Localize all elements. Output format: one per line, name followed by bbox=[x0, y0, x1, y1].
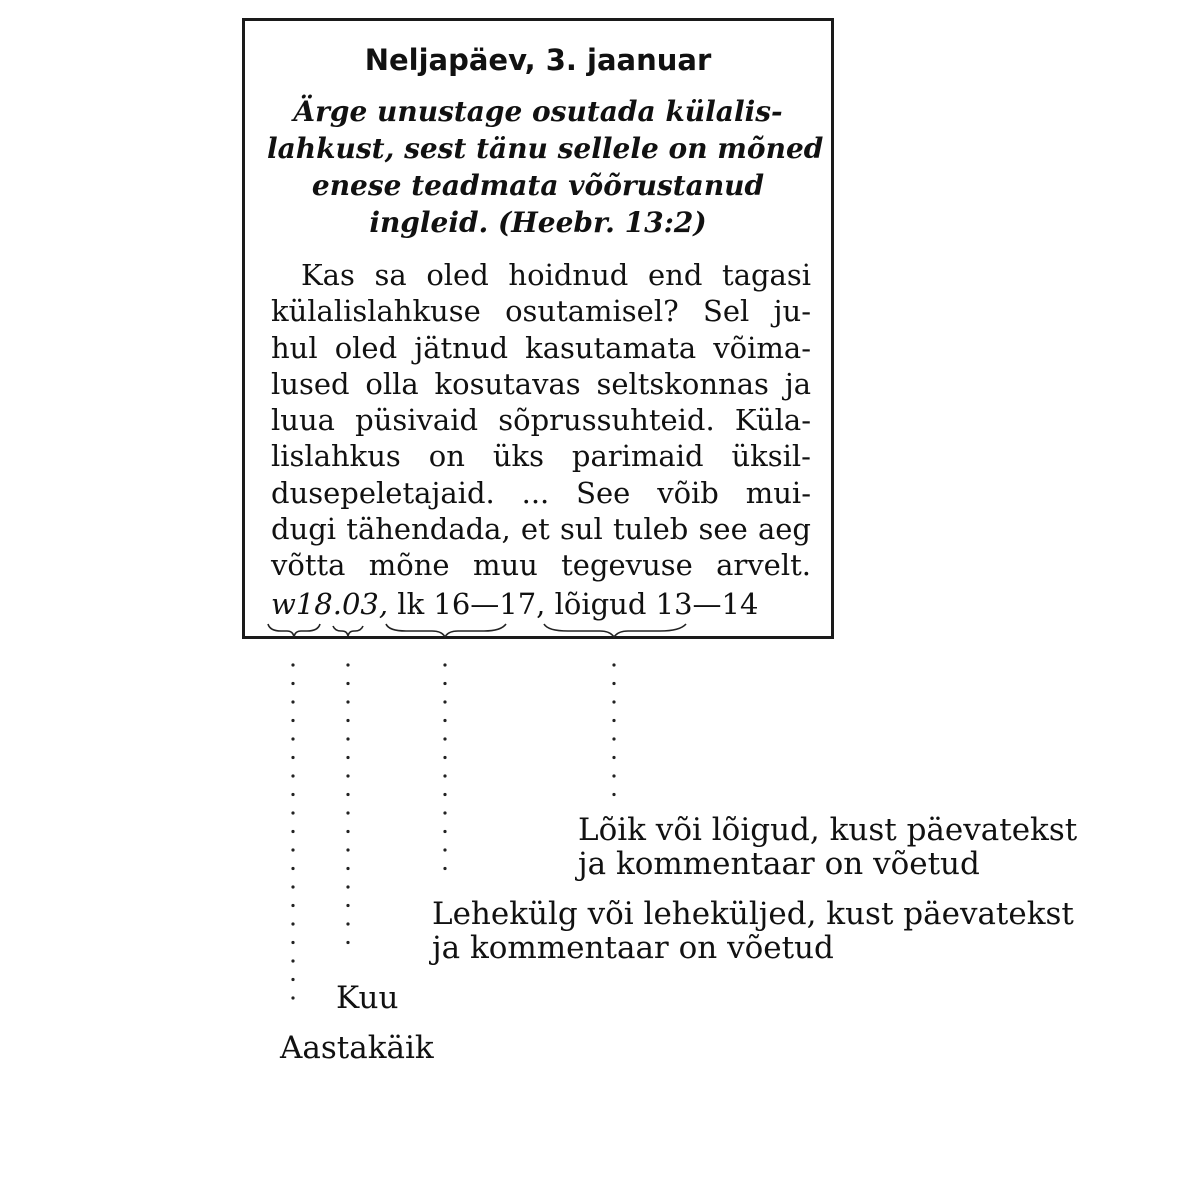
month-brace bbox=[333, 626, 363, 636]
citation-year: w18 bbox=[271, 587, 333, 621]
commentary-line: lused olla kosutavas seltskonnas ja bbox=[271, 366, 811, 401]
page-label bbox=[432, 897, 1074, 965]
scripture-line: enese teadmata võõrustanud bbox=[311, 169, 765, 202]
commentary-line: Kas sa oled hoidnud end tagasi bbox=[301, 258, 811, 292]
commentary-line: dugi tähendada, et sul tuleb see aeg bbox=[271, 512, 811, 547]
card-date-title: Neljapäev, 3. jaanuar bbox=[364, 43, 712, 77]
paragraph-label bbox=[578, 813, 1077, 881]
scripture-line: lahkust, sest tänu sellele on mõned bbox=[267, 132, 824, 165]
paragraphs-brace bbox=[544, 624, 686, 637]
commentary-line: lislahkus on üks parimaid üksil- bbox=[271, 439, 811, 474]
scripture-line: Ärge unustage osutada külalis- bbox=[293, 95, 783, 128]
commentary-line: dusepeletajaid. ... See võib mui- bbox=[271, 475, 811, 510]
scripture-line: ingleid. (Heebr. 13:2) bbox=[369, 206, 707, 239]
pages-brace bbox=[386, 624, 506, 637]
commentary-line: hul oled jätnud kasutamata võima- bbox=[271, 330, 811, 365]
commentary-line: võtta mõne muu tegevuse arvelt. bbox=[271, 548, 811, 583]
citation-pages: lk 16—17, bbox=[397, 587, 546, 621]
citation-month: .03, bbox=[332, 587, 389, 621]
year-label: Aastakäik bbox=[280, 1030, 434, 1066]
paragraph-label-line: ja kommentaar on võetud bbox=[578, 846, 980, 882]
year-brace bbox=[268, 624, 320, 637]
commentary-line: külalislahkuse osutamisel? Sel ju- bbox=[271, 294, 811, 329]
citation-paragraphs: lõigud 13—14 bbox=[554, 587, 759, 621]
month-label: Kuu bbox=[336, 980, 399, 1016]
paragraph-label-line: Lõik või lõigud, kust päevatekst bbox=[578, 812, 1078, 848]
commentary-line: luua püsivaid sõprussuhteid. Küla- bbox=[271, 403, 811, 438]
page-label-line: ja kommentaar on võetud bbox=[432, 930, 834, 966]
page-label-line: Lehekülg või leheküljed, kust päevatekst bbox=[432, 896, 1074, 932]
